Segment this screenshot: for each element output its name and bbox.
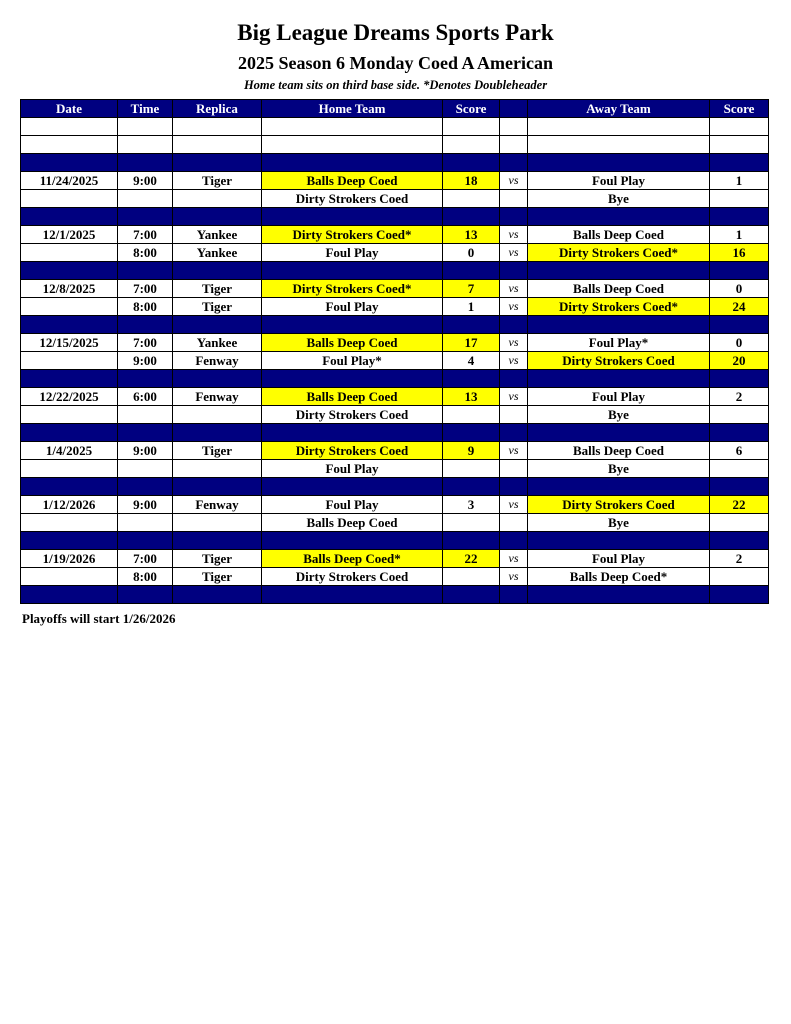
date-cell: 11/24/2025 [21, 172, 118, 190]
separator-cell [173, 316, 262, 334]
empty-cell [262, 136, 443, 154]
week-separator-row [21, 208, 769, 226]
vs-cell: vs [500, 244, 528, 262]
week-separator-row [21, 532, 769, 550]
separator-cell [528, 424, 710, 442]
separator-cell [118, 154, 173, 172]
vs-cell [500, 514, 528, 532]
away-team-cell: Balls Deep Coed [528, 280, 710, 298]
home-team-cell: Balls Deep Coed [262, 334, 443, 352]
table-row [21, 406, 769, 424]
separator-cell [710, 316, 769, 334]
separator-cell [118, 532, 173, 550]
separator-cell [262, 424, 443, 442]
time-cell: 8:00 [118, 298, 173, 316]
replica-cell [173, 460, 262, 478]
separator-cell [21, 262, 118, 280]
vs-cell: vs [500, 496, 528, 514]
empty-cell [710, 136, 769, 154]
time-cell: 9:00 [118, 352, 173, 370]
col-home-score-header: Score [443, 100, 500, 118]
date-cell: 12/8/2025 [21, 280, 118, 298]
away-score-cell [710, 568, 769, 586]
away-team-cell: Foul Play* [528, 334, 710, 352]
vs-cell: vs [500, 388, 528, 406]
empty-cell [262, 118, 443, 136]
separator-cell [500, 586, 528, 604]
separator-cell [710, 478, 769, 496]
time-cell: 6:00 [118, 388, 173, 406]
week-separator-row [21, 262, 769, 280]
separator-cell [710, 262, 769, 280]
table-row [21, 496, 769, 514]
home-score-cell [443, 460, 500, 478]
replica-cell [173, 190, 262, 208]
table-row [21, 190, 769, 208]
replica-cell: Tiger [173, 550, 262, 568]
table-row [21, 460, 769, 478]
separator-cell [710, 424, 769, 442]
week-separator-row [21, 424, 769, 442]
separator-cell [21, 478, 118, 496]
away-team-cell: Bye [528, 406, 710, 424]
table-row [21, 298, 769, 316]
table-row [21, 550, 769, 568]
separator-cell [21, 586, 118, 604]
away-score-cell: 1 [710, 226, 769, 244]
col-home-team-header: Home Team [262, 100, 443, 118]
separator-cell [173, 532, 262, 550]
home-team-cell: Dirty Strokers Coed [262, 442, 443, 460]
date-cell: 12/22/2025 [21, 388, 118, 406]
empty-cell [710, 118, 769, 136]
time-cell: 9:00 [118, 172, 173, 190]
separator-cell [500, 262, 528, 280]
home-team-cell: Foul Play* [262, 352, 443, 370]
separator-cell [443, 370, 500, 388]
home-score-cell [443, 190, 500, 208]
away-score-cell: 2 [710, 550, 769, 568]
table-row [21, 280, 769, 298]
date-cell: 1/19/2026 [21, 550, 118, 568]
date-cell [21, 244, 118, 262]
col-replica-header: Replica [173, 100, 262, 118]
separator-cell [173, 424, 262, 442]
week-separator-row [21, 154, 769, 172]
replica-cell: Tiger [173, 298, 262, 316]
page-subtitle: 2025 Season 6 Monday Coed A American [237, 53, 554, 73]
replica-cell: Tiger [173, 568, 262, 586]
time-cell [118, 460, 173, 478]
separator-cell [500, 208, 528, 226]
separator-cell [21, 208, 118, 226]
home-team-cell: Balls Deep Coed [262, 514, 443, 532]
away-score-cell [710, 190, 769, 208]
vs-cell: vs [500, 352, 528, 370]
week-separator-row [21, 478, 769, 496]
home-team-cell: Dirty Strokers Coed [262, 568, 443, 586]
empty-cell [443, 118, 500, 136]
replica-cell: Yankee [173, 244, 262, 262]
date-cell [21, 514, 118, 532]
away-score-cell [710, 514, 769, 532]
separator-cell [528, 586, 710, 604]
home-score-cell: 4 [443, 352, 500, 370]
separator-cell [528, 262, 710, 280]
separator-cell [528, 154, 710, 172]
separator-cell [173, 154, 262, 172]
empty-cell [443, 136, 500, 154]
date-cell [21, 190, 118, 208]
separator-cell [500, 316, 528, 334]
empty-cell [173, 118, 262, 136]
date-cell [21, 460, 118, 478]
home-team-cell: Foul Play [262, 460, 443, 478]
vs-cell: vs [500, 442, 528, 460]
separator-cell [528, 478, 710, 496]
replica-cell: Fenway [173, 352, 262, 370]
time-cell [118, 514, 173, 532]
replica-cell: Fenway [173, 496, 262, 514]
home-team-cell: Balls Deep Coed [262, 388, 443, 406]
away-team-cell: Bye [528, 514, 710, 532]
home-team-cell: Dirty Strokers Coed [262, 190, 443, 208]
table-row [21, 352, 769, 370]
separator-cell [118, 262, 173, 280]
home-score-cell: 18 [443, 172, 500, 190]
time-cell [118, 406, 173, 424]
separator-cell [500, 154, 528, 172]
header-row [21, 100, 769, 118]
col-away-team-header: Away Team [528, 100, 710, 118]
home-score-cell: 1 [443, 298, 500, 316]
separator-cell [528, 208, 710, 226]
separator-cell [118, 370, 173, 388]
time-cell: 7:00 [118, 280, 173, 298]
blank-row [21, 118, 769, 136]
separator-cell [118, 586, 173, 604]
separator-cell [443, 586, 500, 604]
date-cell: 12/1/2025 [21, 226, 118, 244]
empty-cell [500, 118, 528, 136]
home-team-cell: Foul Play [262, 496, 443, 514]
week-separator-row [21, 586, 769, 604]
away-team-cell: Bye [528, 460, 710, 478]
separator-cell [528, 316, 710, 334]
separator-cell [710, 208, 769, 226]
separator-cell [118, 316, 173, 334]
away-team-cell: Dirty Strokers Coed [528, 496, 710, 514]
replica-cell: Fenway [173, 388, 262, 406]
separator-cell [262, 262, 443, 280]
away-score-cell: 0 [710, 334, 769, 352]
date-cell: 12/15/2025 [21, 334, 118, 352]
blank-row [21, 136, 769, 154]
separator-cell [262, 370, 443, 388]
vs-cell [500, 406, 528, 424]
col-time-header: Time [118, 100, 173, 118]
separator-cell [118, 424, 173, 442]
separator-cell [262, 532, 443, 550]
separator-cell [21, 316, 118, 334]
home-score-cell: 0 [443, 244, 500, 262]
separator-cell [443, 478, 500, 496]
home-score-cell [443, 514, 500, 532]
separator-cell [262, 154, 443, 172]
table-row [21, 334, 769, 352]
away-team-cell: Foul Play [528, 388, 710, 406]
table-row [21, 244, 769, 262]
separator-cell [528, 532, 710, 550]
home-score-cell: 22 [443, 550, 500, 568]
table-row [21, 172, 769, 190]
time-cell: 7:00 [118, 550, 173, 568]
table-row [21, 568, 769, 586]
separator-cell [173, 478, 262, 496]
away-score-cell: 16 [710, 244, 769, 262]
date-cell [21, 298, 118, 316]
away-score-cell: 22 [710, 496, 769, 514]
schedule-table [20, 99, 769, 604]
time-cell: 7:00 [118, 226, 173, 244]
away-team-cell: Dirty Strokers Coed* [528, 298, 710, 316]
time-cell: 8:00 [118, 568, 173, 586]
separator-cell [118, 208, 173, 226]
home-team-cell: Foul Play [262, 244, 443, 262]
home-team-cell: Dirty Strokers Coed* [262, 226, 443, 244]
separator-cell [710, 532, 769, 550]
empty-cell [118, 136, 173, 154]
vs-cell: vs [500, 334, 528, 352]
away-score-cell [710, 406, 769, 424]
home-team-cell: Dirty Strokers Coed [262, 406, 443, 424]
empty-cell [118, 118, 173, 136]
date-cell: 1/12/2026 [21, 496, 118, 514]
separator-cell [710, 154, 769, 172]
date-cell: 1/4/2025 [21, 442, 118, 460]
replica-cell: Yankee [173, 226, 262, 244]
home-score-cell: 7 [443, 280, 500, 298]
separator-cell [443, 262, 500, 280]
away-team-cell: Foul Play [528, 172, 710, 190]
col-vs-header [500, 100, 528, 118]
away-team-cell: Dirty Strokers Coed* [528, 244, 710, 262]
separator-cell [173, 586, 262, 604]
replica-cell: Yankee [173, 334, 262, 352]
separator-cell [21, 370, 118, 388]
table-row [21, 442, 769, 460]
vs-cell: vs [500, 172, 528, 190]
time-cell: 9:00 [118, 442, 173, 460]
vs-cell: vs [500, 550, 528, 568]
time-cell [118, 190, 173, 208]
home-score-cell: 13 [443, 226, 500, 244]
schedule-note: Home team sits on third base side. *Denotes Doubleheader [243, 78, 548, 92]
vs-cell: vs [500, 568, 528, 586]
separator-cell [21, 532, 118, 550]
playoffs-note: Playoffs will start 1/26/2026 [22, 611, 176, 626]
replica-cell: Tiger [173, 172, 262, 190]
home-team-cell: Dirty Strokers Coed* [262, 280, 443, 298]
away-score-cell [710, 460, 769, 478]
date-cell [21, 352, 118, 370]
home-score-cell: 3 [443, 496, 500, 514]
separator-cell [262, 316, 443, 334]
away-team-cell: Balls Deep Coed* [528, 568, 710, 586]
away-score-cell: 24 [710, 298, 769, 316]
replica-cell: Tiger [173, 442, 262, 460]
vs-cell: vs [500, 226, 528, 244]
vs-cell [500, 460, 528, 478]
separator-cell [528, 370, 710, 388]
home-score-cell: 13 [443, 388, 500, 406]
separator-cell [262, 208, 443, 226]
page-title: Big League Dreams Sports Park [237, 20, 554, 45]
date-cell [21, 568, 118, 586]
home-team-cell: Foul Play [262, 298, 443, 316]
away-team-cell: Bye [528, 190, 710, 208]
separator-cell [173, 208, 262, 226]
vs-cell [500, 190, 528, 208]
separator-cell [173, 262, 262, 280]
vs-cell: vs [500, 280, 528, 298]
home-score-cell [443, 568, 500, 586]
table-row [21, 514, 769, 532]
table-row [21, 226, 769, 244]
week-separator-row [21, 370, 769, 388]
empty-cell [21, 118, 118, 136]
separator-cell [710, 370, 769, 388]
empty-cell [528, 136, 710, 154]
separator-cell [443, 316, 500, 334]
table-row [21, 388, 769, 406]
time-cell: 8:00 [118, 244, 173, 262]
empty-cell [21, 136, 118, 154]
separator-cell [262, 586, 443, 604]
home-team-cell: Balls Deep Coed* [262, 550, 443, 568]
separator-cell [443, 532, 500, 550]
col-away-score-header: Score [710, 100, 769, 118]
empty-cell [528, 118, 710, 136]
away-team-cell: Balls Deep Coed [528, 226, 710, 244]
away-score-cell: 6 [710, 442, 769, 460]
replica-cell: Tiger [173, 280, 262, 298]
separator-cell [443, 154, 500, 172]
home-score-cell: 9 [443, 442, 500, 460]
separator-cell [710, 586, 769, 604]
separator-cell [500, 532, 528, 550]
away-score-cell: 0 [710, 280, 769, 298]
away-score-cell: 2 [710, 388, 769, 406]
col-date-header: Date [21, 100, 118, 118]
separator-cell [21, 154, 118, 172]
home-score-cell: 17 [443, 334, 500, 352]
separator-cell [262, 478, 443, 496]
week-separator-row [21, 316, 769, 334]
separator-cell [173, 370, 262, 388]
date-cell [21, 406, 118, 424]
replica-cell [173, 406, 262, 424]
separator-cell [500, 370, 528, 388]
empty-cell [173, 136, 262, 154]
time-cell: 9:00 [118, 496, 173, 514]
separator-cell [21, 424, 118, 442]
empty-cell [500, 136, 528, 154]
away-team-cell: Balls Deep Coed [528, 442, 710, 460]
separator-cell [500, 424, 528, 442]
separator-cell [443, 208, 500, 226]
away-score-cell: 20 [710, 352, 769, 370]
separator-cell [500, 478, 528, 496]
separator-cell [443, 424, 500, 442]
separator-cell [118, 478, 173, 496]
replica-cell [173, 514, 262, 532]
away-team-cell: Foul Play [528, 550, 710, 568]
away-score-cell: 1 [710, 172, 769, 190]
time-cell: 7:00 [118, 334, 173, 352]
vs-cell: vs [500, 298, 528, 316]
home-score-cell [443, 406, 500, 424]
away-team-cell: Dirty Strokers Coed [528, 352, 710, 370]
home-team-cell: Balls Deep Coed [262, 172, 443, 190]
